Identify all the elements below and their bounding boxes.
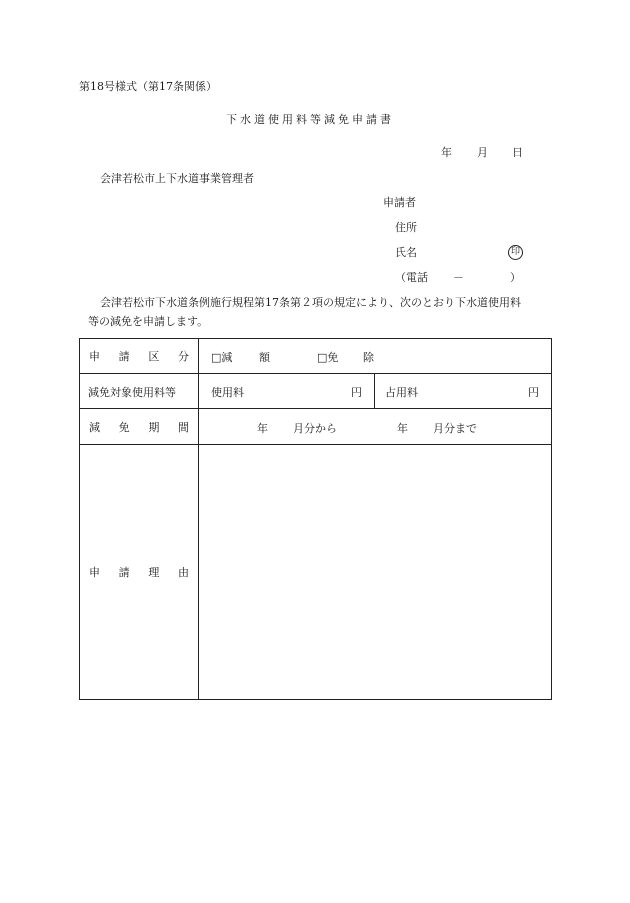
label-char: 請 (118, 350, 130, 363)
body-line-1: 会津若松市下水道条例施行規程第17条第２項の規定により、次のとおり下水道使用料 (100, 296, 521, 309)
label-char: 間 (177, 420, 189, 434)
exempt-checkbox[interactable]: □免 (317, 351, 339, 364)
label-period (80, 409, 199, 445)
row-reason (80, 445, 552, 700)
from-month-label: 月分から (293, 422, 337, 435)
document-title: 下水道使用料等減免申請書 (226, 113, 394, 126)
seal-mark: 印 (508, 245, 523, 260)
name-label: 氏名 (395, 246, 417, 259)
label-char: 理 (148, 566, 160, 579)
usage-fee-label: 使用料 (211, 386, 244, 399)
label-char: 由 (177, 566, 189, 579)
row-application-type (80, 339, 552, 374)
application-type-options (199, 339, 552, 374)
phone-open: （電話 (395, 271, 428, 284)
label-char: 申 (89, 350, 100, 363)
addressee: 会津若松市上下水道事業管理者 (100, 172, 254, 185)
reduce-label-tail: 額 (259, 351, 270, 364)
label-char: 申 (89, 566, 100, 579)
occupancy-fee-label: 占用料 (385, 386, 418, 399)
exempt-label-tail: 除 (363, 351, 374, 364)
fee-type-label: 減免対象使用料等 (88, 386, 176, 399)
application-table (79, 338, 552, 700)
to-year-label: 年 (397, 422, 408, 435)
address-label: 住所 (395, 221, 417, 234)
date-day-label: 日 (512, 146, 523, 159)
date-month-label: 月 (477, 146, 488, 159)
reason-field[interactable] (199, 445, 552, 700)
form-number: 第18号様式（第17条関係） (79, 80, 217, 93)
label-char: 免 (118, 420, 130, 434)
phone-dash: － (453, 271, 464, 284)
label-reason (80, 445, 199, 700)
row-fee-type (80, 374, 552, 409)
date-year-label: 年 (441, 146, 452, 159)
row-period (80, 409, 552, 445)
reduce-checkbox[interactable]: □減 (211, 351, 233, 364)
occupancy-fee-unit: 円 (528, 386, 539, 399)
occupancy-fee-field[interactable] (375, 374, 552, 409)
from-year-label: 年 (257, 422, 268, 435)
label-char: 分 (177, 350, 189, 363)
period-field[interactable] (199, 409, 552, 445)
applicant-label: 申請者 (383, 196, 416, 209)
label-char: 期 (148, 420, 160, 434)
usage-fee-unit: 円 (351, 386, 362, 399)
label-fee-type (80, 374, 199, 409)
to-month-label: 月分まで (433, 422, 477, 435)
label-char: 区 (148, 350, 160, 363)
phone-close: ） (510, 271, 521, 284)
body-line-2: 等の減免を申請します。 (88, 315, 209, 328)
label-char: 請 (118, 566, 130, 579)
label-application-type (80, 339, 199, 374)
usage-fee-field[interactable] (199, 374, 375, 409)
label-char: 減 (89, 420, 100, 434)
